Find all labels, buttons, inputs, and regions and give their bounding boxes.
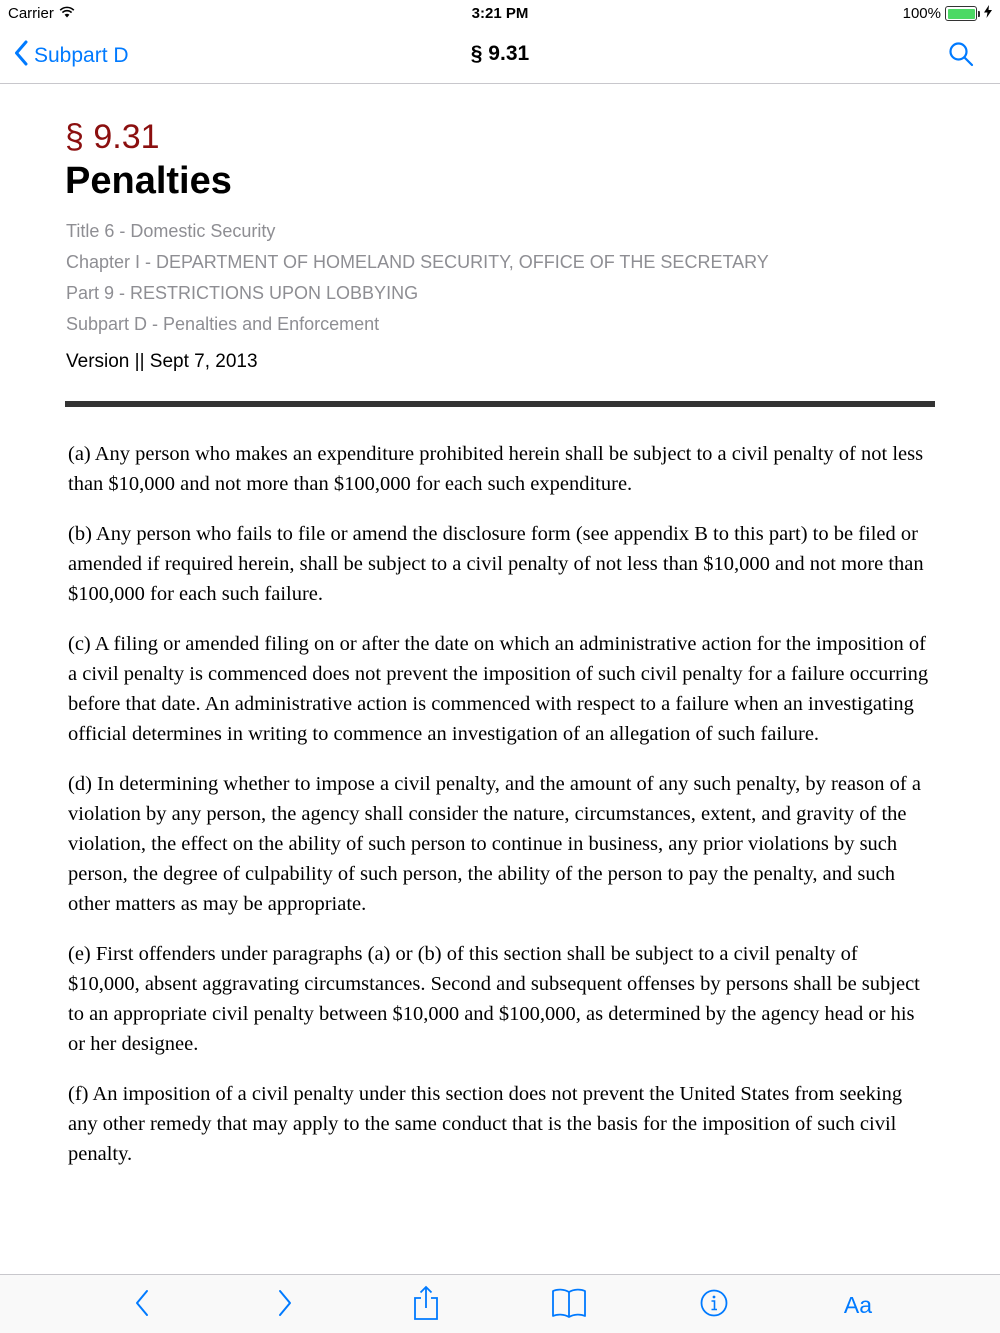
info-button[interactable]: [694, 1287, 734, 1323]
charging-icon: [984, 5, 992, 22]
status-right: [903, 5, 992, 22]
paragraph-a: (a) Any person who makes an expenditure prohibited herein shall be subject to a civil penalty of not less than $10,000 and not more than $100,000 for each such expenditure.: [68, 443, 924, 495]
bookmarks-icon: [551, 1287, 587, 1324]
nav-title: § 9.31: [470, 42, 530, 65]
battery-percent: 100%: [902, 5, 941, 22]
hierarchy-chapter: Chapter I - DEPARTMENT OF HOMELAND SECURITY, OFFICE OF THE SECRETARY: [66, 252, 769, 272]
font-size-label: Aa: [843, 1291, 873, 1318]
share-button[interactable]: [406, 1287, 446, 1323]
status-time: 3:21 PM: [471, 5, 529, 22]
bookmarks-button[interactable]: [549, 1287, 589, 1323]
carrier-label: Carrier: [8, 5, 54, 22]
next-button[interactable]: [265, 1287, 305, 1323]
paragraph-c: (c) A filing or amended filing on or after the date on which an administrative action for the imposition of a civil penalty is commenced does not prevent the imposition of such civil penalty for a failure occurring before that date. An administrative action is commenced with respect to a failure when an investigating official determines in writing to commence an investigation of an allegation of such failure.: [68, 633, 929, 745]
paragraph-b: (b) Any person who fails to file or amend the disclosure form (see appendix B to this part) to be filed or amended if required herein, shall be subject to a civil penalty of not less than $10,000 and not more than $100,000 for each such failure.: [68, 523, 924, 605]
paragraph-e: (e) First offenders under paragraphs (a) or (b) of this section shall be subject to a civil penalty of $10,000, absent aggravating circumstances. Second and subsequent offenses by persons shall be subject to an appropriate civil penalty between $10,000 and $100,000, as determined by the agency head or his or her designee.: [68, 943, 920, 1055]
hierarchy-title: Title 6 - Domestic Security: [66, 221, 276, 241]
back-button[interactable]: [14, 40, 129, 72]
share-icon: [412, 1285, 440, 1326]
back-button-label: Subpart D: [34, 44, 129, 67]
section-body: [68, 439, 930, 1189]
section-content[interactable]: [0, 84, 1000, 1274]
search-icon: [948, 54, 974, 71]
divider: [65, 401, 935, 407]
previous-button[interactable]: [122, 1287, 162, 1323]
hierarchy-part: Part 9 - RESTRICTIONS UPON LOBBYING: [66, 283, 419, 303]
version-label: Version || Sept 7, 2013: [66, 351, 258, 372]
next-icon: [276, 1288, 294, 1323]
paragraph-f: (f) An imposition of a civil penalty under this section does not prevent the United States from seeking any other remedy that may apply to the same conduct that is the basis for the imposition of such civil penalty.: [68, 1083, 903, 1165]
bottom-toolbar: [0, 1274, 1000, 1333]
battery-icon: [945, 6, 980, 21]
paragraph-d: (d) In determining whether to impose a civil penalty, and the amount of any such penalty, by reason of a violation by any person, the agency shall consider the nature, circumstances, extent, and gravity of the violation, the effect on the ability of such person to continue in business, any prior violations by such person, the degree of culpability of such person, the ability of the person to pay the penalty, and such other matters as may be appropriate.: [68, 773, 921, 915]
search-button[interactable]: [948, 41, 974, 72]
chevron-left-icon: [14, 40, 28, 72]
section-hierarchy: [66, 220, 769, 344]
info-icon: [699, 1288, 729, 1323]
section-heading: Penalties: [65, 160, 232, 202]
navigation-bar: [0, 28, 1000, 84]
section-number: § 9.31: [65, 118, 160, 156]
previous-icon: [133, 1288, 151, 1323]
hierarchy-subpart: Subpart D - Penalties and Enforcement: [66, 314, 380, 334]
status-bar: [0, 0, 1000, 28]
font-size-button[interactable]: [838, 1287, 878, 1323]
